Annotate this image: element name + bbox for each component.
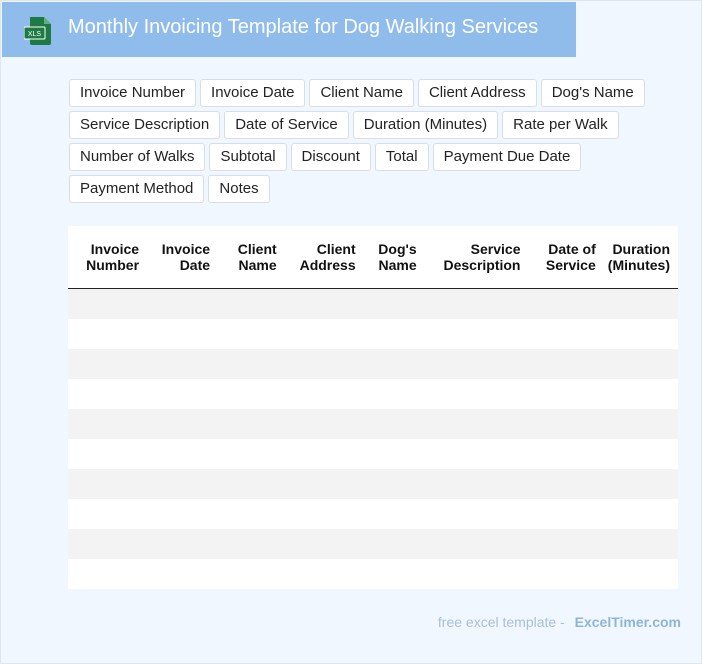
- field-chip[interactable]: Subtotal: [209, 143, 286, 171]
- table-row: [68, 469, 678, 499]
- table-cell[interactable]: [218, 559, 285, 589]
- table-row: [68, 439, 678, 469]
- field-chip-list: [69, 79, 669, 203]
- table-cell[interactable]: [604, 529, 678, 559]
- table-cell[interactable]: [528, 469, 603, 499]
- table-cell[interactable]: [147, 529, 218, 559]
- table-cell[interactable]: [68, 379, 147, 409]
- xls-icon-label: XLS: [27, 31, 42, 38]
- table-cell[interactable]: [604, 409, 678, 439]
- column-header-line: Invoice: [90, 241, 140, 257]
- table-cell[interactable]: [218, 499, 285, 529]
- column-header-line: Address: [299, 257, 356, 273]
- table-cell[interactable]: [528, 529, 603, 559]
- title-bar: [2, 2, 576, 57]
- column-header[interactable]: [218, 226, 285, 289]
- table-cell[interactable]: [425, 559, 529, 589]
- table-cell[interactable]: [68, 409, 147, 439]
- table-cell[interactable]: [147, 319, 218, 349]
- table-cell[interactable]: [364, 319, 425, 349]
- table-cell[interactable]: [68, 559, 147, 589]
- field-chip[interactable]: Discount: [291, 143, 371, 171]
- field-chip[interactable]: Dog's Name: [541, 79, 645, 107]
- table-cell[interactable]: [218, 289, 285, 320]
- table-cell[interactable]: [285, 469, 364, 499]
- column-header-line: Dog's: [378, 241, 417, 257]
- table-row: [68, 349, 678, 379]
- column-header-line: Description: [443, 257, 521, 273]
- field-chip[interactable]: Duration (Minutes): [353, 111, 498, 139]
- field-chip[interactable]: Total: [375, 143, 429, 171]
- column-header-line: Name: [238, 257, 277, 273]
- table-cell[interactable]: [147, 379, 218, 409]
- page-title: Monthly Invoicing Template for Dog Walking Services: [68, 16, 539, 38]
- column-header-line: Client: [316, 241, 356, 257]
- field-chip[interactable]: Service Description: [69, 111, 220, 139]
- footer-credit: [438, 614, 681, 630]
- column-header-line: Duration: [612, 241, 670, 257]
- column-header[interactable]: [147, 226, 218, 289]
- table-cell[interactable]: [147, 289, 218, 320]
- table-cell[interactable]: [604, 289, 678, 320]
- table-cell[interactable]: [218, 439, 285, 469]
- table-cell[interactable]: [285, 439, 364, 469]
- table-cell[interactable]: [604, 469, 678, 499]
- table-cell[interactable]: [364, 379, 425, 409]
- table-row: [68, 499, 678, 529]
- table-row: [68, 319, 678, 349]
- table-cell[interactable]: [147, 439, 218, 469]
- column-header[interactable]: [364, 226, 425, 289]
- table-cell[interactable]: [425, 319, 529, 349]
- field-chip[interactable]: Number of Walks: [69, 143, 205, 171]
- table-row: [68, 379, 678, 409]
- table-cell[interactable]: [285, 529, 364, 559]
- table-cell[interactable]: [218, 349, 285, 379]
- footer-prefix: free excel template -: [437, 614, 565, 630]
- table-cell[interactable]: [218, 529, 285, 559]
- table-cell[interactable]: [425, 499, 529, 529]
- table-cell[interactable]: [528, 379, 603, 409]
- column-header[interactable]: [528, 226, 603, 289]
- table-cell[interactable]: [364, 559, 425, 589]
- table-cell[interactable]: [68, 469, 147, 499]
- column-header-line: Date: [179, 257, 211, 273]
- field-chip[interactable]: Date of Service: [224, 111, 349, 139]
- column-header-line: Name: [378, 257, 417, 273]
- table-cell[interactable]: [604, 379, 678, 409]
- table-cell[interactable]: [364, 409, 425, 439]
- column-header-line: Date of: [548, 241, 596, 257]
- table-cell[interactable]: [68, 439, 147, 469]
- column-header[interactable]: [604, 226, 678, 289]
- table-cell[interactable]: [528, 439, 603, 469]
- table-cell[interactable]: [528, 319, 603, 349]
- field-chip[interactable]: Payment Method: [69, 175, 204, 203]
- table-cell[interactable]: [68, 349, 147, 379]
- field-chip[interactable]: Client Name: [309, 79, 414, 107]
- table-cell[interactable]: [364, 439, 425, 469]
- invoice-table-viewport[interactable]: [68, 226, 678, 589]
- field-chip[interactable]: Invoice Number: [69, 79, 196, 107]
- table-cell[interactable]: [425, 439, 529, 469]
- field-chip[interactable]: Notes: [208, 175, 269, 203]
- table-cell[interactable]: [425, 289, 529, 320]
- table-cell[interactable]: [425, 409, 529, 439]
- table-cell[interactable]: [604, 439, 678, 469]
- table-cell[interactable]: [425, 529, 529, 559]
- column-header[interactable]: [425, 226, 529, 289]
- table-cell[interactable]: [364, 289, 425, 320]
- table-cell[interactable]: [425, 349, 529, 379]
- column-header-line: (Minutes): [607, 257, 670, 273]
- table-row: [68, 559, 678, 589]
- table-cell[interactable]: [364, 529, 425, 559]
- table-cell[interactable]: [364, 499, 425, 529]
- column-header[interactable]: [68, 226, 147, 289]
- column-header-line: Client: [237, 241, 277, 257]
- table-cell[interactable]: [147, 559, 218, 589]
- table-cell[interactable]: [604, 349, 678, 379]
- table-cell[interactable]: [147, 409, 218, 439]
- table-cell[interactable]: [425, 469, 529, 499]
- table-cell[interactable]: [528, 409, 603, 439]
- invoice-table: [68, 226, 678, 589]
- field-chip[interactable]: Invoice Date: [200, 79, 305, 107]
- table-cell[interactable]: [285, 289, 364, 320]
- column-header-line: Service: [545, 257, 596, 273]
- table-cell[interactable]: [68, 499, 147, 529]
- table-cell[interactable]: [218, 469, 285, 499]
- table-cell[interactable]: [218, 379, 285, 409]
- table-row: [68, 529, 678, 559]
- table-cell[interactable]: [285, 409, 364, 439]
- table-cell[interactable]: [218, 319, 285, 349]
- table-cell[interactable]: [604, 319, 678, 349]
- table-cell[interactable]: [364, 469, 425, 499]
- table-cell[interactable]: [528, 559, 603, 589]
- table-cell[interactable]: [425, 379, 529, 409]
- table-cell[interactable]: [528, 289, 603, 320]
- table-cell[interactable]: [285, 319, 364, 349]
- column-header[interactable]: [285, 226, 364, 289]
- xls-file-icon: [24, 16, 52, 46]
- footer-brand-link[interactable]: ExcelTimer.com: [574, 614, 681, 630]
- table-cell[interactable]: [285, 559, 364, 589]
- table-cell[interactable]: [218, 409, 285, 439]
- table-cell[interactable]: [68, 529, 147, 559]
- table-cell[interactable]: [528, 499, 603, 529]
- table-cell[interactable]: [604, 559, 678, 589]
- table-cell[interactable]: [68, 319, 147, 349]
- column-header-line: Number: [86, 257, 140, 273]
- table-cell[interactable]: [364, 349, 425, 379]
- field-chip[interactable]: Payment Due Date: [433, 143, 582, 171]
- column-header-line: Service: [470, 241, 521, 257]
- table-row: [68, 409, 678, 439]
- table-cell[interactable]: [604, 499, 678, 529]
- table-cell[interactable]: [285, 349, 364, 379]
- table-cell[interactable]: [528, 349, 603, 379]
- table-cell[interactable]: [285, 379, 364, 409]
- table-cell[interactable]: [147, 499, 218, 529]
- table-row: [68, 289, 678, 320]
- table-cell[interactable]: [285, 499, 364, 529]
- table-cell[interactable]: [68, 289, 147, 320]
- column-header-line: Invoice: [161, 241, 211, 257]
- field-chip[interactable]: Rate per Walk: [502, 111, 618, 139]
- table-cell[interactable]: [147, 349, 218, 379]
- table-header-row: [68, 226, 678, 289]
- field-chip[interactable]: Client Address: [418, 79, 537, 107]
- table-cell[interactable]: [147, 469, 218, 499]
